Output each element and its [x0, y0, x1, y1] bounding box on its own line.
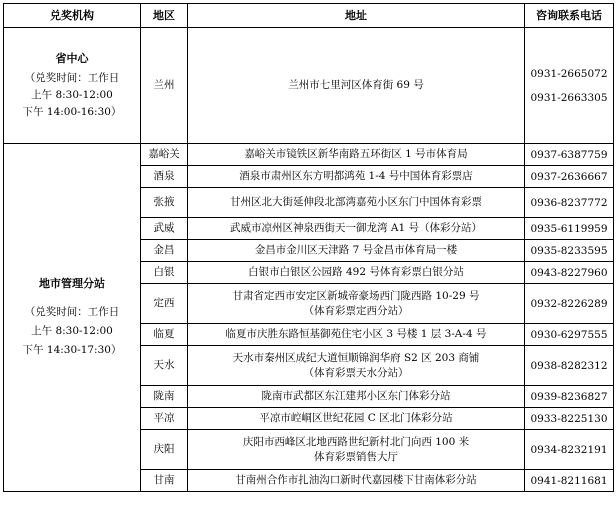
address-line: （体育彩票天水分站）: [303, 366, 409, 379]
address-cell: [188, 144, 525, 166]
phone-cell: 0941-8211681: [525, 470, 614, 492]
address-cell: [188, 386, 525, 408]
redemption-table: [3, 3, 614, 492]
address-line: （体育彩票定西分站）: [303, 304, 409, 317]
region-cell: 甘南: [141, 470, 188, 492]
address-line: 甘南州合作市扎油沟口新时代嘉园楼下甘南体彩分站: [235, 474, 477, 486]
address-cell: [188, 284, 525, 324]
province-hours-line: 下午 14:00-16:30）: [22, 105, 122, 118]
province-row: [4, 28, 614, 144]
address-cell: [188, 240, 525, 262]
branch-org-cell: [4, 144, 141, 492]
address-cell: [188, 218, 525, 240]
address-line: 天水市秦州区成纪大道恒顺锦润华府 S2 区 203 商铺: [232, 351, 480, 364]
address-line: 武威市凉州区神泉西街天一御龙湾 A1 号（体彩分站）: [230, 222, 482, 234]
address-cell: [188, 408, 525, 430]
address-cell: [188, 262, 525, 284]
address-cell: [188, 324, 525, 346]
phone-cell: 0937-6387759: [525, 144, 614, 166]
branch-hours-line: 下午 14:30-17:30）: [22, 343, 122, 356]
phone-cell: 0943-8227960: [525, 262, 614, 284]
address-line: 平凉市崆峒区世纪花园 C 区北门体彩分站: [259, 412, 453, 424]
address-cell: [188, 470, 525, 492]
region-cell: 临夏: [141, 324, 188, 346]
region-cell: 庆阳: [141, 430, 188, 470]
province-address: 兰州市七里河区体育街 69 号: [188, 28, 525, 144]
address-line: 陇南市武都区东江建邦小区东门体彩分站: [261, 390, 451, 402]
province-phone-cell: [525, 28, 614, 144]
phone-cell: 0938-8282312: [525, 346, 614, 386]
branch-hours-line: （兑奖时间：工作日: [24, 305, 120, 318]
region-cell: 定西: [141, 284, 188, 324]
region-cell: 平凉: [141, 408, 188, 430]
address-line: 体育彩票销售大厅: [314, 450, 398, 463]
province-phone: 0931-2663305: [530, 91, 608, 104]
region-cell: 嘉峪关: [141, 144, 188, 166]
address-cell: [188, 430, 525, 470]
address-line: 临夏市庆胜东路恒基御苑住宅小区 3 号楼 1 层 3-A-4 号: [225, 328, 487, 340]
phone-cell: 0934-8232191: [525, 430, 614, 470]
phone-cell: 0933-8225130: [525, 408, 614, 430]
phone-cell: 0939-8236827: [525, 386, 614, 408]
province-hours-line: （兑奖时间：工作日: [24, 71, 120, 84]
province-region: 兰州: [141, 28, 188, 144]
phone-cell: 0935-6119959: [525, 218, 614, 240]
address-cell: [188, 188, 525, 218]
province-phone: 0931-2665072: [530, 67, 608, 80]
region-cell: 天水: [141, 346, 188, 386]
header-org: 兑奖机构: [4, 4, 141, 28]
phone-cell: 0936-8237772: [525, 188, 614, 218]
branch-hours-line: 上午 8:30-12:00: [31, 324, 113, 337]
phone-cell: 0932-8226289: [525, 284, 614, 324]
province-org-title: 省中心: [55, 51, 89, 65]
region-cell: 陇南: [141, 386, 188, 408]
province-hours-line: 上午 8:30-12:00: [31, 88, 113, 101]
region-cell: 酒泉: [141, 166, 188, 188]
address-line: 金昌市金川区天津路 7 号金昌市体育局一楼: [254, 244, 458, 256]
address-line: 甘州区北大街延伸段北部湾嘉苑小区东门中国体育彩票: [230, 196, 482, 208]
address-line: 庆阳市西峰区北地西路世纪新村北门向西 100 米: [242, 435, 470, 448]
address-line: 酒泉市肃州区东方明都鸿苑 1-4 号中国体育彩票店: [239, 170, 473, 182]
address-line: 白银市白银区公园路 492 号体育彩票白银分站: [248, 266, 464, 278]
branch-org-title: 地市管理分站: [39, 276, 105, 290]
phone-cell: 0935-8233595: [525, 240, 614, 262]
header-region: 地区: [141, 4, 188, 28]
region-cell: 张掖: [141, 188, 188, 218]
header-address: 地址: [188, 4, 525, 28]
branch-row: [4, 144, 614, 166]
header-phone: 咨询联系电话: [525, 4, 614, 28]
region-cell: 武威: [141, 218, 188, 240]
phone-cell: 0930-6297555: [525, 324, 614, 346]
address-line: 嘉峪关市镜铁区新华南路五环街区 1 号市体育局: [244, 148, 468, 160]
phone-cell: 0937-2636667: [525, 166, 614, 188]
address-line: 甘肃省定西市安定区新城帝豪场西门陇西路 10-29 号: [232, 289, 480, 302]
region-cell: 白银: [141, 262, 188, 284]
region-cell: 金昌: [141, 240, 188, 262]
address-cell: [188, 346, 525, 386]
address-cell: [188, 166, 525, 188]
province-org-cell: [4, 28, 141, 144]
